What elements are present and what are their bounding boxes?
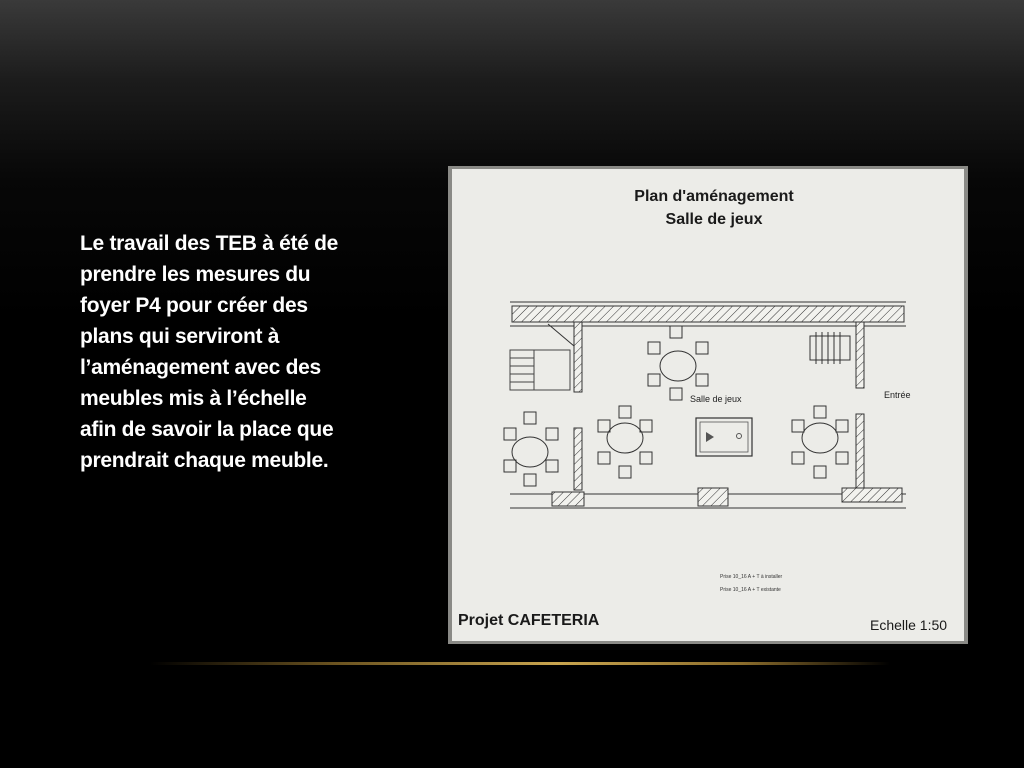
room-label: Salle de jeux bbox=[690, 394, 742, 404]
floor-plan-drawing bbox=[448, 166, 968, 644]
top-wall bbox=[510, 302, 906, 326]
gold-divider-line bbox=[150, 662, 890, 665]
floor-plan-photo bbox=[448, 166, 968, 644]
plan-title-line2: Salle de jeux bbox=[665, 211, 763, 228]
paper-sheet bbox=[452, 169, 964, 641]
legend-item-1: Prise 10_16 A + T à installer bbox=[720, 574, 783, 580]
plan-title-line1: Plan d'aménagement bbox=[634, 188, 794, 205]
entrance-label: Entrée bbox=[884, 390, 911, 400]
project-label: Projet CAFETERIA bbox=[458, 612, 600, 629]
body-text: Le travail des TEB à été de prendre les mesures du foyer P4 pour créer des plans qui serviront à l’aménagement avec des meubles mis à l’échelle afin de savoir la place que prendrait chaque meuble. bbox=[80, 232, 339, 472]
legend-item-2: Prise 10_16 A + T existante bbox=[720, 587, 781, 593]
scale-label: Echelle 1:50 bbox=[870, 617, 948, 633]
